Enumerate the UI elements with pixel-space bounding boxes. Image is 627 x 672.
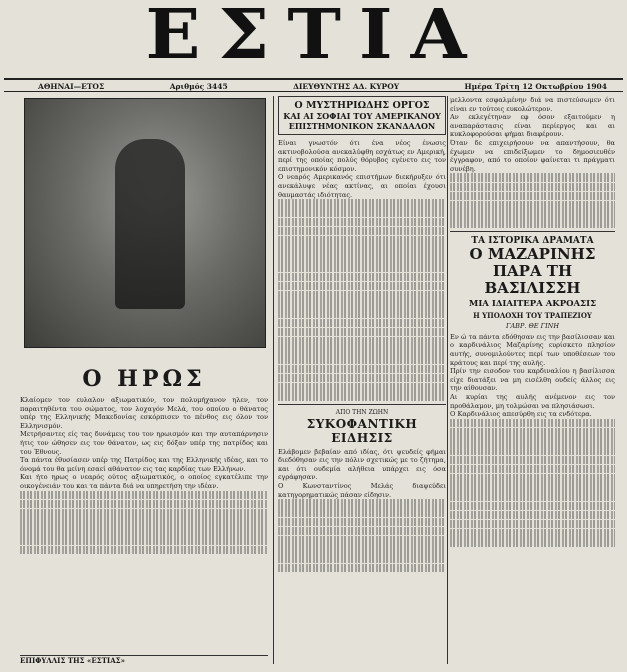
- headline-line-3: ΕΠΙΣΤΗΜΟΝΙΚΟΝ ΣΚΑΝΔΑΛΟΝ: [288, 121, 436, 131]
- illegible-text-line: [450, 465, 615, 474]
- headline-line-2: ΚΑΙ ΑΙ ΣΟΦΙΑΙ ΤΟΥ ΑΜΕΡΙΚΑΝΟΥ: [283, 111, 441, 121]
- illegible-text-line: [450, 183, 615, 192]
- illegible-text-line: [278, 392, 446, 401]
- column-2: [278, 96, 446, 666]
- article-paragraph: Ο Κωνσταντίνος Μελάς διαψεύδει κατηγορηματικώς πάσαν είδησιν.: [278, 482, 446, 499]
- illegible-text-line: [278, 263, 446, 272]
- illegible-text-line: [450, 173, 615, 182]
- illegible-text-line: [278, 319, 446, 328]
- illegible-text-line: [450, 446, 615, 455]
- illegible-text-line: [450, 511, 615, 520]
- illegible-text-line: [278, 328, 446, 337]
- hero-portrait-photo: [24, 98, 266, 348]
- illegible-text-line: [278, 218, 446, 227]
- illegible-text-line: [278, 365, 446, 374]
- illegible-text-line: [450, 428, 615, 437]
- illegible-text-line: [450, 456, 615, 465]
- dateline-bar: [4, 78, 623, 92]
- illegible-text-line: [278, 245, 446, 254]
- subheadline-2: Η ΥΠΟΛΟΧΗ ΤΟΥ ΤΡΑΠΕΖΙΟΥ: [473, 310, 592, 320]
- issue-date: Ημέρα Τρίτη 12 Οκτωβρίου 1904: [464, 82, 607, 91]
- article-paragraph: Εν ώ τα πάντα εδόθησαν εις την βασίλισσαν και ο καρδινάλιος Μαζαρίνης ευρίσκετο πλησίον αυτής, συνομιλούντες περί των υποθέσεων του κράτους και περί της αυλής.: [450, 332, 615, 367]
- illegible-text-line: [450, 437, 615, 446]
- illegible-text-line: [278, 518, 446, 527]
- illegible-text-line: [20, 491, 268, 500]
- director-name: ΔΙΕΥΘΥΝΤΗΣ ΑΔ. ΚΥΡΟΥ: [293, 82, 400, 91]
- article-paragraph: Ελάβομεν βεβαίαν από ιδίας, ότι ψευδείς φήμαι διεδόθησαν εις την πόλιν σχετικώς με το ζήτημα, και ότι ουδεμία αλήθεια υπάρχει εις όσα εγράφησαν.: [278, 447, 446, 482]
- illegible-text-line: [278, 254, 446, 263]
- article-paragraph: Πρίν την εισοδον του καρδιναλίου η βασίλισσα είχε διατάξει να μη εισέλθη ουδείς άλλος εις την αίθουσαν.: [450, 367, 615, 393]
- issue-number: Αριθμός 3445: [169, 82, 228, 91]
- feuilleton-footer: ΕΠΙΦΥΛΛΙΣ ΤΗΣ «ΕΣΤΙΑΣ»: [20, 655, 268, 666]
- illegible-text-line: [450, 492, 615, 501]
- illegible-text-line: [278, 499, 446, 508]
- illegible-text-line: [20, 536, 268, 545]
- hero-headline: Ο ΗΡΩΣ: [82, 366, 206, 392]
- boxed-headline: [278, 96, 446, 135]
- illegible-text-line: [278, 291, 446, 300]
- headline-line-1: Ο ΜΥΣΤΗΡΙΩΔΗΣ ΟΡΓΟΣ: [294, 100, 430, 111]
- article-paragraph: Αν εκλεγέτηναν εφ όσον εξαιτούμεν η αναπαράστασις είναι περίεργος και αι κυκλοφορούσαι φήμαι διαφέρουν.: [450, 113, 615, 139]
- illegible-text-line: [278, 227, 446, 236]
- illegible-text-line: [278, 564, 446, 573]
- article-paragraph: Είναι γνωστόν ότι ένα νέος ένωσις ακτινοβολούσα ανεκαλύφθη εσχάτως εν Αμερική, περί της οποίας πολύς θόρυβος εγένετο εις τον επιστημονικόν κόσμον.: [278, 139, 446, 173]
- article-paragraph: Και ήτο ηρως ο νεαρός ούτος αξιωματικός, ο οποίος εγκατέλιπε την οικογένειάν του και τα πάντα διά να υπηρετήση την ιδέαν.: [20, 473, 268, 490]
- subheadline: ΜΙΑ ΙΔΙΑΙΤΕΡΑ ΑΚΡΟΑΣΙΣ: [468, 298, 597, 309]
- illegible-text-line: [278, 337, 446, 346]
- illegible-text-line: [278, 199, 446, 208]
- illegible-text-line: [278, 508, 446, 517]
- illegible-text-line: [450, 529, 615, 538]
- illegible-text-line: [278, 208, 446, 217]
- column-3: [450, 96, 615, 666]
- illegible-text-line: [450, 201, 615, 210]
- article-paragraph: Ο Καρδινάλιος απεσύρθη εις τα ενδότερα.: [450, 410, 592, 419]
- section-rule: [450, 231, 615, 232]
- section-label: ΑΠΟ ΤΗΝ ΖΩΗΝ: [335, 408, 389, 416]
- portrait-figure: [115, 139, 185, 309]
- article-paragraph: Αι κυρίαι της αυλής ανέμενον εις τον προθάλαμον, μη τολμώσαι να πλησιάσωσι.: [450, 393, 615, 410]
- article-paragraph: Όταν δε επιχειρήσουν να απαντήσουν, θα έχωμεν να επιδείξωμεν το δημοσιευθέν έγγραφον, από το οποίον φαίνεται τι πράγματι συνέβη.: [450, 138, 615, 173]
- illegible-text-line: [20, 518, 268, 527]
- illegible-text-line: [278, 355, 446, 364]
- illegible-text-line: [278, 383, 446, 392]
- masthead-title: ΕΣΤΙΑ: [145, 0, 485, 74]
- illegible-text-line: [278, 273, 446, 282]
- article-paragraph: Κλαίομεν τον ευλαλον αξιωματικόν, τον πολυμήχανον ηλεν, τον παραιτηθέντα του σώματος, τον λοχαγόν Μελά, του οποίου ο θάνατος υπέρ της Ελληνικής Μακεδονίας εσκόρπισεν το πένθος εις όλον τον Ελληνισμόν.: [20, 396, 268, 430]
- dateline-left: ΑΘΗΝΑΙ—ΕΤΟΣ: [38, 82, 105, 91]
- illegible-text-line: [278, 236, 446, 245]
- column-divider: [447, 96, 448, 664]
- illegible-text-line: [278, 545, 446, 554]
- illegible-text-line: [278, 554, 446, 563]
- illegible-text-line: [450, 538, 615, 547]
- illegible-text-line: [278, 300, 446, 309]
- illegible-text-line: [450, 219, 615, 228]
- illegible-text-line: [278, 346, 446, 355]
- illegible-text-line: [450, 419, 615, 428]
- main-headline-line-1: Ο ΜΑΖΑΡΙΝΗΣ: [469, 244, 596, 263]
- illegible-text-line: [278, 536, 446, 545]
- main-headline-line-2: ΠΑΡΑ ΤΗ ΒΑΣΙΛΙΣΣΗ: [484, 261, 581, 297]
- article-paragraph: μελλοντα εσφαλμένην διά να πιστεύσωμεν ότι είναι εν τούτοις ευκολώτερον.: [450, 96, 615, 113]
- illegible-text-line: [20, 500, 268, 509]
- illegible-text-line: [278, 527, 446, 536]
- article-paragraph: Ο νεαρός Αμερικανός επιστήμων διεκήρυξεν ότι ανεκάλυψε νέας ακτίνας, αι οποίαι έχουσι θαυμαστάς ιδιότητας.: [278, 173, 446, 199]
- illegible-text-line: [450, 502, 615, 511]
- illegible-text-line: [278, 309, 446, 318]
- column-1: [20, 96, 268, 666]
- illegible-text-line: [450, 483, 615, 492]
- illegible-text-line: [450, 474, 615, 483]
- illegible-text-line: [20, 546, 268, 555]
- illegible-text-line: [450, 520, 615, 529]
- section-kicker: ΤΑ ΙΣΤΟΡΙΚΑ ΔΡΑΜΑΤΑ: [471, 235, 594, 246]
- illegible-text-line: [20, 527, 268, 536]
- section-headline: ΣΥΚΟΦΑΝΤΙΚΗ ΕΙΔΗΣΙΣ: [306, 416, 418, 445]
- article-paragraph: Τα πάντα έθυσίασεν υπέρ της Πατρίδος και της Ελληνικής ιδέας, και το όνομά του θα μείνη εσαεί αθάνατον εις τας καρδίας των Ελλήνων.: [20, 456, 268, 473]
- illegible-text-line: [20, 509, 268, 518]
- article-paragraph: Μετρήσαντες είς τας δυνάμεις του τον ηρωισμόν και την αυταπάρνησιν ήτις τον ώθησεν εις τον θάνατον, ως εις δόξαν υπέρ της πατρίδος και του Έθνους.: [20, 430, 268, 456]
- column-divider: [273, 96, 274, 664]
- section-rule: [278, 404, 446, 405]
- illegible-text-line: [278, 374, 446, 383]
- illegible-text-line: [450, 210, 615, 219]
- illegible-text-line: [278, 282, 446, 291]
- illegible-text-line: [450, 192, 615, 201]
- author-signature: ΓΑΒΡ. ΘΕ ΓΙΝΗ: [505, 321, 560, 330]
